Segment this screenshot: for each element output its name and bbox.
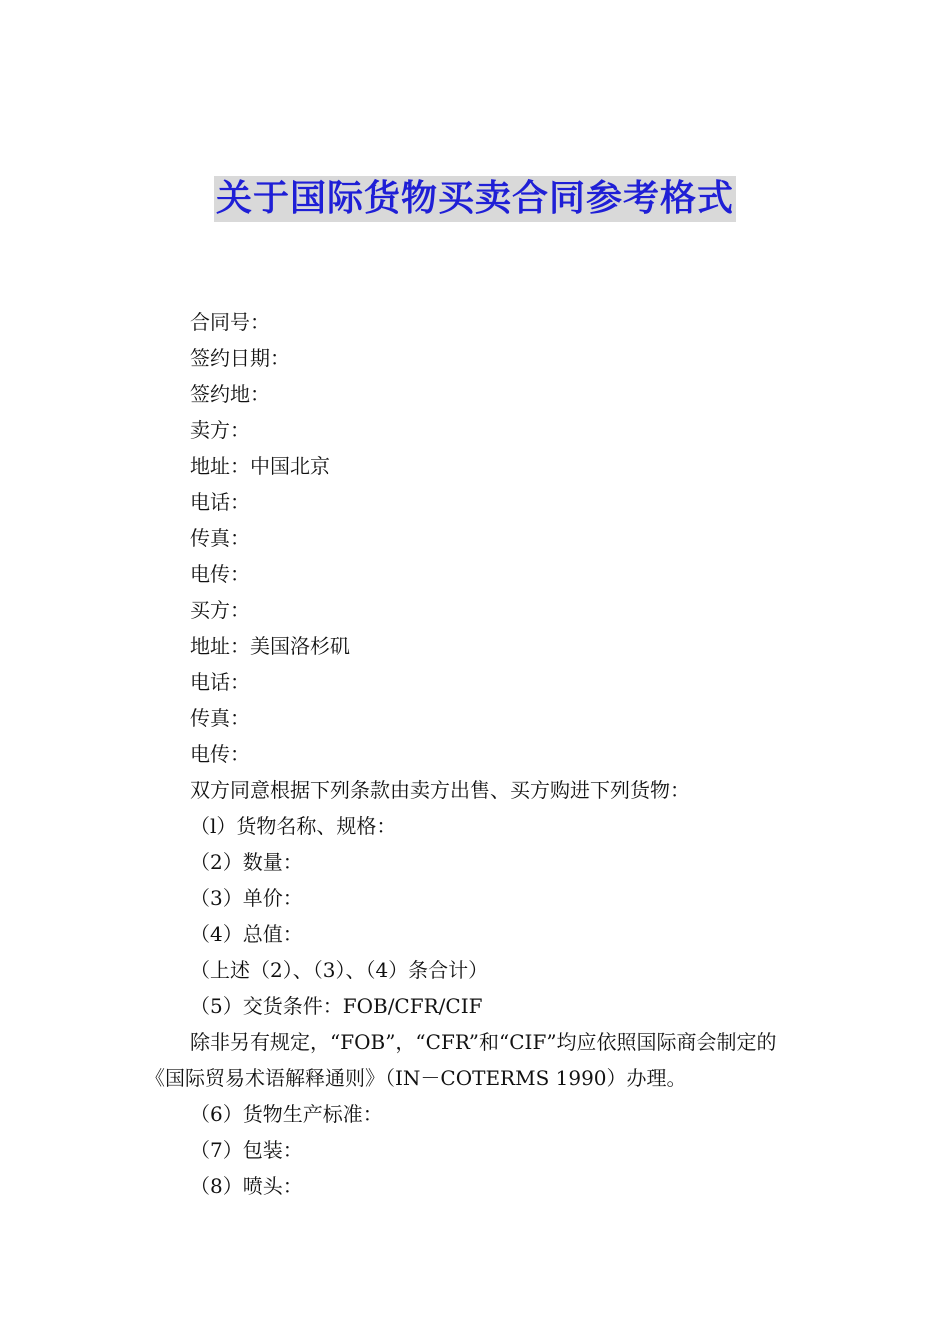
clause-packing: （7）包装：	[190, 1138, 303, 1162]
signing-date-line: 签约日期：	[190, 346, 290, 370]
title-container	[0, 176, 950, 222]
clause-total-value: （4）总值：	[190, 922, 303, 946]
seller-address-line: 地址：中国北京	[190, 454, 330, 478]
clause-delivery-terms: （5）交货条件：FOB/CFR/CIF	[190, 994, 483, 1018]
buyer-telex-line: 电传：	[190, 742, 250, 766]
clause-total-note: （上述（2）、（3）、（4）条合计）	[190, 958, 489, 982]
seller-phone-line: 电话：	[190, 490, 250, 514]
clause-goods-name: （l）货物名称、规格：	[190, 814, 397, 838]
buyer-phone-line: 电话：	[190, 670, 250, 694]
contract-number-line: 合同号：	[190, 310, 270, 334]
buyer-line: 买方：	[190, 598, 250, 622]
clause-marking: （8）喷头：	[190, 1174, 303, 1198]
seller-telex-line: 电传：	[190, 562, 250, 586]
document-body	[145, 304, 810, 1204]
buyer-address-line: 地址：美国洛杉矶	[190, 634, 350, 658]
incoterms-paragraph: 除非另有规定，“FOB”，“CFR”和“CIF”均应依照国际商会制定的《国际贸易术语解释通则》（IN－COTERMS 1990）办理。	[145, 1030, 777, 1090]
clause-quantity: （2）数量：	[190, 850, 303, 874]
clause-unit-price: （3）单价：	[190, 886, 303, 910]
buyer-fax-line: 传真：	[190, 706, 250, 730]
signing-place-line: 签约地：	[190, 382, 270, 406]
clause-production-standard: （6）货物生产标准：	[190, 1102, 383, 1126]
agreement-line: 双方同意根据下列条款由卖方出售、买方购进下列货物：	[190, 778, 690, 802]
seller-line: 卖方：	[190, 418, 250, 442]
document-title: 关于国际货物买卖合同参考格式	[214, 176, 736, 222]
seller-fax-line: 传真：	[190, 526, 250, 550]
